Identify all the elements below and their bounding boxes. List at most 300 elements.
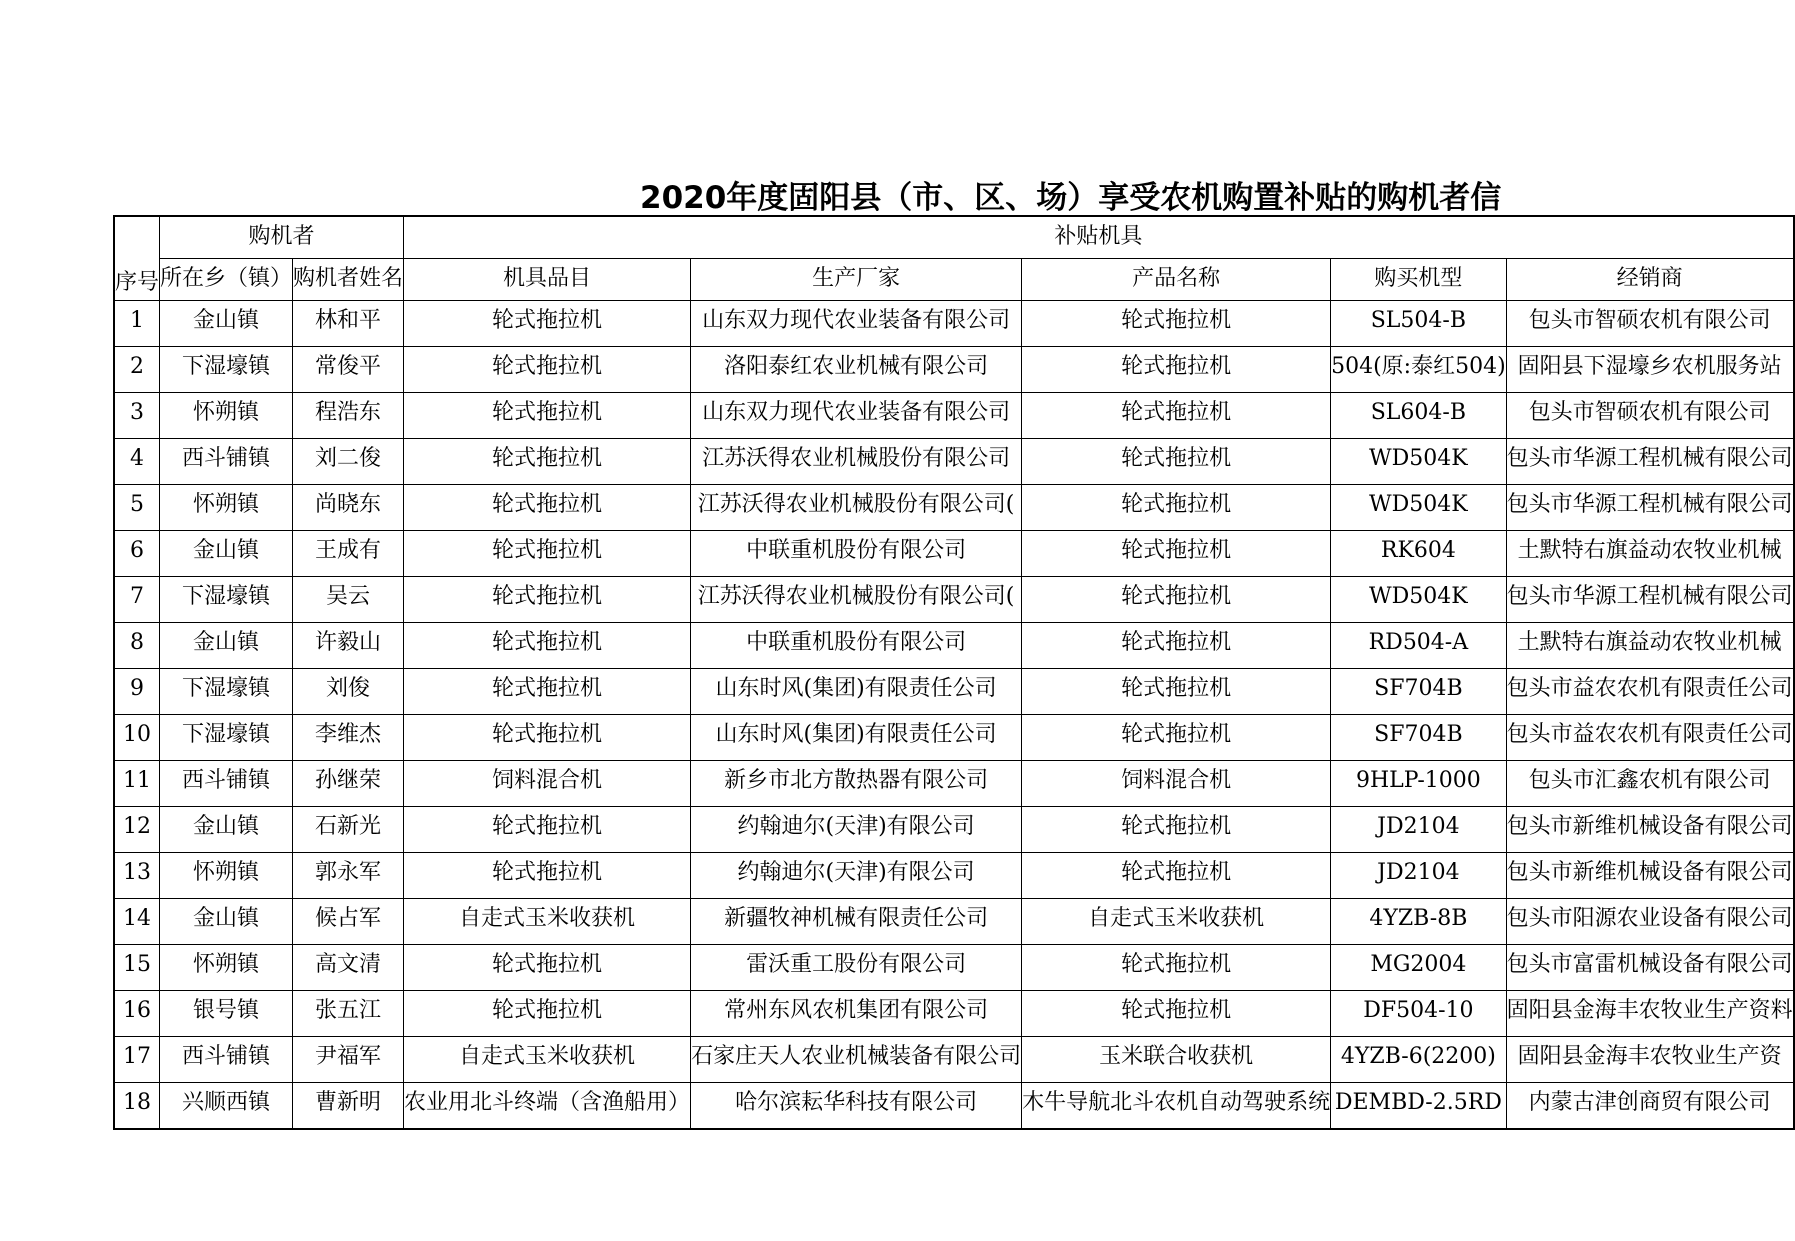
cell-text: 下湿壕镇 [182, 583, 271, 609]
cell-text: JD2104 [1377, 813, 1460, 839]
cell-maker [691, 530, 1022, 576]
cell-model [1331, 438, 1507, 484]
cell-text: 轮式拖拉机 [1121, 675, 1232, 701]
cell-text: DF504-10 [1363, 997, 1474, 1023]
cell-text: 刘俊 [326, 675, 371, 701]
cell-category [404, 898, 691, 944]
cell-text: 怀朔镇 [193, 399, 260, 425]
cell-text: 自走式玉米收获机 [1088, 905, 1265, 931]
cell-model [1331, 1082, 1507, 1129]
cell-maker [691, 622, 1022, 668]
cell-town [160, 760, 293, 806]
cell-text: 6 [130, 537, 144, 563]
cell-dealer [1506, 530, 1794, 576]
cell-maker [691, 346, 1022, 392]
cell-model [1331, 760, 1507, 806]
cell-text: 轮式拖拉机 [1121, 399, 1232, 425]
cell-name [293, 944, 404, 990]
cell-text: 轮式拖拉机 [1121, 491, 1232, 517]
cell-text: 金山镇 [193, 307, 260, 333]
cell-text: 孙继荣 [315, 767, 382, 793]
table-row [114, 530, 1794, 576]
cell-text: 木牛导航北斗农机自动驾驶系统 [1022, 1089, 1331, 1115]
cell-text: 4YZB-8B [1369, 905, 1468, 931]
cell-product [1022, 438, 1331, 484]
cell-model [1331, 346, 1507, 392]
cell-text: 怀朔镇 [193, 491, 260, 517]
cell-text: MG2004 [1370, 951, 1467, 977]
cell-dealer [1506, 622, 1794, 668]
cell-text: 山东双力现代农业装备有限公司 [702, 307, 1011, 333]
cell-model [1331, 622, 1507, 668]
cell-text: SF704B [1374, 675, 1463, 701]
cell-text: 轮式拖拉机 [492, 399, 603, 425]
cell-text: 尹福军 [315, 1043, 382, 1069]
cell-text: 轮式拖拉机 [492, 675, 603, 701]
cell-text: 固阳县金海丰农牧业生产资料 [1506, 997, 1793, 1023]
cell-dealer [1506, 392, 1794, 438]
cell-text: 轮式拖拉机 [492, 445, 603, 471]
cell-product [1022, 1082, 1331, 1129]
table-row [114, 346, 1794, 392]
cell-category [404, 392, 691, 438]
cell-name [293, 990, 404, 1036]
cell-seq [114, 1082, 160, 1129]
cell-model [1331, 806, 1507, 852]
cell-text: 包头市华源工程机械有限公司 [1506, 491, 1793, 517]
cell-text: 17 [123, 1043, 151, 1069]
cell-text: 约翰迪尔(天津)有限公司 [737, 859, 975, 885]
cell-text: 16 [123, 997, 151, 1023]
cell-text: 13 [123, 859, 151, 885]
cell-text: 包头市华源工程机械有限公司 [1506, 583, 1793, 609]
cell-text: 石新光 [315, 813, 382, 839]
header-product: 产品名称 [1022, 258, 1331, 300]
cell-maker [691, 1036, 1022, 1082]
cell-text: 轮式拖拉机 [1121, 307, 1232, 333]
cell-text: 轮式拖拉机 [492, 721, 603, 747]
cell-text: 山东双力现代农业装备有限公司 [702, 399, 1011, 425]
cell-text: 农业用北斗终端（含渔船用） [404, 1089, 691, 1115]
table-row [114, 852, 1794, 898]
cell-name [293, 438, 404, 484]
cell-maker [691, 300, 1022, 346]
cell-town [160, 990, 293, 1036]
cell-name [293, 530, 404, 576]
cell-text: 哈尔滨耘华科技有限公司 [735, 1089, 978, 1115]
cell-text: WD504K [1369, 583, 1468, 609]
cell-text: 轮式拖拉机 [1121, 721, 1232, 747]
cell-text: 内蒙古津创商贸有限公司 [1528, 1089, 1771, 1115]
cell-text: 固阳县金海丰农牧业生产资 [1517, 1043, 1782, 1069]
cell-text: 王成有 [315, 537, 382, 563]
cell-maker [691, 1082, 1022, 1129]
cell-maker [691, 760, 1022, 806]
cell-category [404, 806, 691, 852]
cell-text: 轮式拖拉机 [492, 353, 603, 379]
cell-text: 自走式玉米收获机 [459, 1043, 636, 1069]
header-seq: 序号 [114, 216, 160, 300]
cell-text: 土默特右旗益动农牧业机械 [1517, 629, 1782, 655]
cell-town [160, 530, 293, 576]
cell-text: 504(原:泰红504) [1331, 353, 1506, 379]
cell-text: 许毅山 [315, 629, 382, 655]
cell-text: 怀朔镇 [193, 859, 260, 885]
cell-text: 包头市智硕农机有限公司 [1528, 399, 1771, 425]
cell-text: 包头市富雷机械设备有限公司 [1506, 951, 1793, 977]
cell-text: 包头市益农农机有限责任公司 [1506, 721, 1793, 747]
cell-seq [114, 392, 160, 438]
cell-town [160, 484, 293, 530]
cell-town [160, 714, 293, 760]
cell-text: 中联重机股份有限公司 [746, 537, 967, 563]
cell-category [404, 944, 691, 990]
cell-text: 常州东风农机集团有限公司 [724, 997, 989, 1023]
cell-text: 3 [130, 399, 144, 425]
cell-maker [691, 806, 1022, 852]
cell-model [1331, 714, 1507, 760]
cell-text: 包头市华源工程机械有限公司 [1506, 445, 1793, 471]
cell-maker [691, 714, 1022, 760]
cell-text: 洛阳泰红农业机械有限公司 [724, 353, 989, 379]
cell-text: 程浩东 [315, 399, 382, 425]
header-category: 机具品目 [404, 258, 691, 300]
cell-text: 10 [123, 721, 151, 747]
cell-model [1331, 852, 1507, 898]
cell-seq [114, 1036, 160, 1082]
cell-category [404, 1036, 691, 1082]
cell-seq [114, 852, 160, 898]
cell-text: 9HLP-1000 [1355, 767, 1481, 793]
cell-category [404, 484, 691, 530]
cell-text: 金山镇 [193, 905, 260, 931]
cell-text: RK604 [1380, 537, 1456, 563]
cell-seq [114, 300, 160, 346]
cell-text: 李维杰 [315, 721, 382, 747]
cell-text: 4 [130, 445, 144, 471]
cell-text: 尚晓东 [315, 491, 382, 517]
cell-town [160, 668, 293, 714]
cell-text: 轮式拖拉机 [492, 951, 603, 977]
cell-model [1331, 576, 1507, 622]
cell-text: WD504K [1369, 445, 1468, 471]
cell-text: 新疆牧神机械有限责任公司 [724, 905, 989, 931]
cell-text: DEMBD-2.5RD [1334, 1089, 1502, 1115]
cell-text: 轮式拖拉机 [1121, 583, 1232, 609]
cell-text: 固阳县下湿壕乡农机服务站 [1517, 353, 1782, 379]
cell-text: 轮式拖拉机 [492, 859, 603, 885]
cell-text: 1 [130, 307, 144, 333]
cell-product [1022, 898, 1331, 944]
cell-text: 曹新明 [315, 1089, 382, 1115]
cell-text: 包头市益农农机有限责任公司 [1506, 675, 1793, 701]
cell-name [293, 1036, 404, 1082]
table-row [114, 898, 1794, 944]
cell-text: 轮式拖拉机 [1121, 859, 1232, 885]
cell-product [1022, 484, 1331, 530]
cell-category [404, 1082, 691, 1129]
cell-category [404, 760, 691, 806]
cell-town [160, 852, 293, 898]
cell-product [1022, 346, 1331, 392]
cell-model [1331, 668, 1507, 714]
cell-seq [114, 668, 160, 714]
cell-text: 轮式拖拉机 [492, 491, 603, 517]
cell-product [1022, 392, 1331, 438]
table-row [114, 760, 1794, 806]
cell-product [1022, 714, 1331, 760]
table-row [114, 668, 1794, 714]
cell-dealer [1506, 898, 1794, 944]
cell-name [293, 760, 404, 806]
cell-text: 西斗铺镇 [182, 445, 271, 471]
cell-category [404, 668, 691, 714]
cell-text: 兴顺西镇 [182, 1089, 271, 1115]
cell-text: 石家庄天人农业机械装备有限公司 [691, 1043, 1022, 1069]
cell-product [1022, 990, 1331, 1036]
cell-text: 自走式玉米收获机 [459, 905, 636, 931]
cell-maker [691, 484, 1022, 530]
cell-text: 江苏沃得农业机械股份有限公司( [697, 583, 1015, 609]
cell-text: 包头市汇鑫农机有限公司 [1528, 767, 1771, 793]
cell-name [293, 300, 404, 346]
cell-text: SL504-B [1370, 307, 1467, 333]
cell-text: 西斗铺镇 [182, 1043, 271, 1069]
cell-dealer [1506, 990, 1794, 1036]
header-model: 购买机型 [1331, 258, 1507, 300]
cell-town [160, 806, 293, 852]
cell-text: 怀朔镇 [193, 951, 260, 977]
table-row [114, 990, 1794, 1036]
cell-seq [114, 714, 160, 760]
cell-town [160, 1082, 293, 1129]
cell-text: 轮式拖拉机 [492, 307, 603, 333]
cell-text: 4YZB-6(2200) [1340, 1043, 1496, 1069]
cell-text: 14 [123, 905, 151, 931]
cell-dealer [1506, 300, 1794, 346]
cell-name [293, 806, 404, 852]
cell-seq [114, 530, 160, 576]
cell-model [1331, 530, 1507, 576]
cell-text: SF704B [1374, 721, 1463, 747]
cell-text: 轮式拖拉机 [1121, 445, 1232, 471]
header-group-row [114, 216, 1794, 258]
cell-seq [114, 438, 160, 484]
cell-model [1331, 300, 1507, 346]
cell-model [1331, 1036, 1507, 1082]
cell-dealer [1506, 346, 1794, 392]
cell-seq [114, 944, 160, 990]
cell-dealer [1506, 760, 1794, 806]
cell-text: 轮式拖拉机 [1121, 813, 1232, 839]
cell-dealer [1506, 714, 1794, 760]
cell-maker [691, 668, 1022, 714]
cell-text: 8 [130, 629, 144, 655]
cell-maker [691, 990, 1022, 1036]
cell-text: 轮式拖拉机 [492, 813, 603, 839]
cell-text: 山东时风(集团)有限责任公司 [715, 721, 997, 747]
table-row [114, 806, 1794, 852]
subsidy-table [113, 215, 1795, 1130]
cell-town [160, 622, 293, 668]
cell-text: 11 [123, 767, 151, 793]
cell-category [404, 714, 691, 760]
header-town: 所在乡（镇） [160, 258, 293, 300]
cell-maker [691, 438, 1022, 484]
cell-text: 12 [123, 813, 151, 839]
cell-text: 金山镇 [193, 537, 260, 563]
cell-seq [114, 898, 160, 944]
cell-category [404, 346, 691, 392]
cell-seq [114, 806, 160, 852]
cell-text: 9 [130, 675, 144, 701]
cell-text: JD2104 [1377, 859, 1460, 885]
cell-product [1022, 852, 1331, 898]
cell-text: 5 [130, 491, 144, 517]
cell-dealer [1506, 438, 1794, 484]
cell-dealer [1506, 1082, 1794, 1129]
cell-category [404, 438, 691, 484]
cell-text: 江苏沃得农业机械股份有限公司( [697, 491, 1015, 517]
cell-seq [114, 760, 160, 806]
cell-text: 饲料混合机 [492, 767, 603, 793]
cell-text: 7 [130, 583, 144, 609]
cell-dealer [1506, 852, 1794, 898]
cell-name [293, 392, 404, 438]
cell-text: 郭永军 [315, 859, 382, 885]
cell-town [160, 944, 293, 990]
cell-text: 吴云 [326, 583, 371, 609]
cell-text: 约翰迪尔(天津)有限公司 [737, 813, 975, 839]
cell-model [1331, 990, 1507, 1036]
cell-seq [114, 484, 160, 530]
cell-product [1022, 576, 1331, 622]
page-title: 2020年度固阳县（市、区、场）享受农机购置补贴的购机者信 [640, 180, 1502, 216]
cell-text: 包头市新维机械设备有限公司 [1506, 813, 1793, 839]
header-name: 购机者姓名 [293, 258, 404, 300]
cell-model [1331, 898, 1507, 944]
cell-category [404, 576, 691, 622]
table-row [114, 714, 1794, 760]
cell-seq [114, 576, 160, 622]
cell-maker [691, 898, 1022, 944]
cell-town [160, 438, 293, 484]
cell-dealer [1506, 576, 1794, 622]
table-row [114, 1082, 1794, 1129]
header-row [114, 258, 1794, 300]
cell-text: 18 [123, 1089, 151, 1115]
cell-text: 下湿壕镇 [182, 353, 271, 379]
header-dealer: 经销商 [1506, 258, 1794, 300]
table-row [114, 438, 1794, 484]
cell-product [1022, 944, 1331, 990]
cell-text: 刘二俊 [315, 445, 382, 471]
cell-text: 包头市阳源农业设备有限公司 [1506, 905, 1793, 931]
cell-text: 新乡市北方散热器有限公司 [724, 767, 989, 793]
cell-maker [691, 392, 1022, 438]
table-row [114, 944, 1794, 990]
cell-dealer [1506, 944, 1794, 990]
cell-seq [114, 346, 160, 392]
cell-category [404, 530, 691, 576]
cell-product [1022, 806, 1331, 852]
cell-text: 轮式拖拉机 [1121, 537, 1232, 563]
cell-dealer [1506, 484, 1794, 530]
cell-text: 轮式拖拉机 [492, 997, 603, 1023]
cell-text: 江苏沃得农业机械股份有限公司 [702, 445, 1011, 471]
cell-product [1022, 530, 1331, 576]
table-row [114, 1036, 1794, 1082]
cell-text: 包头市智硕农机有限公司 [1528, 307, 1771, 333]
cell-town [160, 898, 293, 944]
cell-text: 土默特右旗益动农牧业机械 [1517, 537, 1782, 563]
header-maker: 生产厂家 [691, 258, 1022, 300]
cell-text: 常俊平 [315, 353, 382, 379]
cell-text: 轮式拖拉机 [1121, 951, 1232, 977]
cell-name [293, 898, 404, 944]
cell-name [293, 1082, 404, 1129]
cell-town [160, 576, 293, 622]
cell-category [404, 852, 691, 898]
cell-text: 15 [123, 951, 151, 977]
cell-text: 轮式拖拉机 [1121, 629, 1232, 655]
cell-product [1022, 300, 1331, 346]
cell-name [293, 484, 404, 530]
cell-text: 雷沃重工股份有限公司 [746, 951, 967, 977]
table-row [114, 484, 1794, 530]
cell-name [293, 668, 404, 714]
cell-name [293, 576, 404, 622]
table-row [114, 622, 1794, 668]
cell-text: 中联重机股份有限公司 [746, 629, 967, 655]
cell-seq [114, 622, 160, 668]
cell-dealer [1506, 1036, 1794, 1082]
cell-text: 张五江 [315, 997, 382, 1023]
cell-category [404, 622, 691, 668]
cell-name [293, 346, 404, 392]
cell-seq [114, 990, 160, 1036]
cell-product [1022, 668, 1331, 714]
cell-maker [691, 852, 1022, 898]
cell-town [160, 346, 293, 392]
cell-model [1331, 484, 1507, 530]
cell-category [404, 300, 691, 346]
cell-name [293, 622, 404, 668]
cell-text: 山东时风(集团)有限责任公司 [715, 675, 997, 701]
cell-text: 高文清 [315, 951, 382, 977]
header-machine-group: 补贴机具 [404, 216, 1794, 258]
cell-category [404, 990, 691, 1036]
cell-town [160, 1036, 293, 1082]
cell-town [160, 392, 293, 438]
cell-model [1331, 392, 1507, 438]
cell-text: 轮式拖拉机 [1121, 353, 1232, 379]
cell-dealer [1506, 806, 1794, 852]
cell-text: 西斗铺镇 [182, 767, 271, 793]
cell-maker [691, 576, 1022, 622]
table-row [114, 300, 1794, 346]
cell-text: 候占军 [315, 905, 382, 931]
cell-text: 金山镇 [193, 629, 260, 655]
cell-dealer [1506, 668, 1794, 714]
cell-product [1022, 622, 1331, 668]
cell-text: 轮式拖拉机 [492, 629, 603, 655]
cell-text: 轮式拖拉机 [492, 583, 603, 609]
cell-text: 2 [130, 353, 144, 379]
cell-text: 包头市新维机械设备有限公司 [1506, 859, 1793, 885]
cell-product [1022, 760, 1331, 806]
cell-text: 玉米联合收获机 [1099, 1043, 1254, 1069]
